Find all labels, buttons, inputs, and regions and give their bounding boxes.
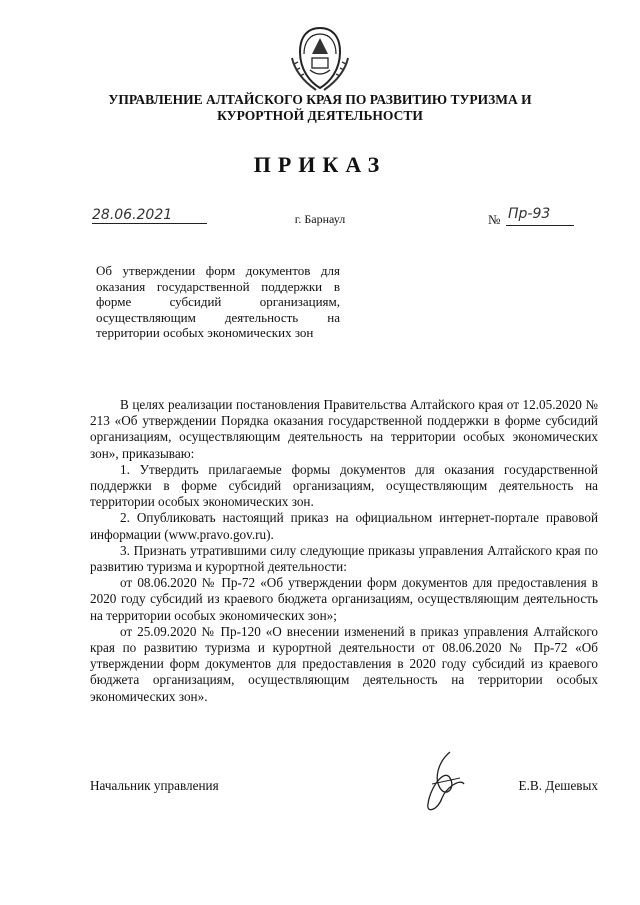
number-underline [506,225,574,226]
city: г. Барнаул [294,212,346,226]
number-value: Пр-93 [508,206,551,222]
number-label: № [488,212,501,227]
document-subject: Об утверждении форм документов для оказания государственной поддержки в форме субсидий организациям, осуществляющим деятельность на территории особых экономических зон [96,263,340,340]
organization-name: УПРАВЛЕНИЕ АЛТАЙСКОГО КРАЯ ПО РАЗВИТИЮ ТУРИЗМА И КУРОРТНОЙ ДЕЯТЕЛЬНОСТИ [108,92,532,123]
signer-name: Е.В. Дешевых [518,778,598,793]
body-paragraph: от 25.09.2020 № Пр-120 «О внесении изменений в приказ управления Алтайского края по развитию туризма и курортной деятельности от 08.06.2020 № Пр-72 «Об утверждении форм документов для предоставления в 2020 году субсидий из краевого бюджета организациям, осуществляющим деятельность на территории особых экономических зон». [90,623,598,704]
body-paragraph: от 08.06.2020 № Пр-72 «Об утверждении форм документов для предоставления в 2020 году субсидий из краевого бюджета организациям, осуществляющим деятельность на территории особых экономических зон»; [90,575,598,623]
body-paragraph: 3. Признать утратившими силу следующие приказы управления Алтайского края по развитию туризма и курортной деятельности: [90,542,598,575]
document-body [90,397,598,705]
date-value: 28.06.2021 [92,207,173,223]
signer-position: Начальник управления [90,778,219,793]
handwritten-signature [420,748,470,818]
body-paragraph: В целях реализации постановления Правительства Алтайского края от 12.05.2020 № 213 «Об утверждении Порядка оказания государственной поддержки в форме субсидий организациям, осуществляющим деятельность на территории особых экономических зон», приказываю: [90,397,598,461]
body-paragraph: 2. Опубликовать настоящий приказ на официальном интернет-портале правовой информации (www.pravo.gov.ru). [90,510,598,542]
coat-of-arms-emblem [288,24,352,92]
body-paragraph: 1. Утвердить прилагаемые формы документов для оказания государственной поддержки в форме субсидий организациям, осуществляющим деятельность на территории особых экономических зон. [90,461,598,510]
document-type-title: ПРИКАЗ [253,152,387,177]
